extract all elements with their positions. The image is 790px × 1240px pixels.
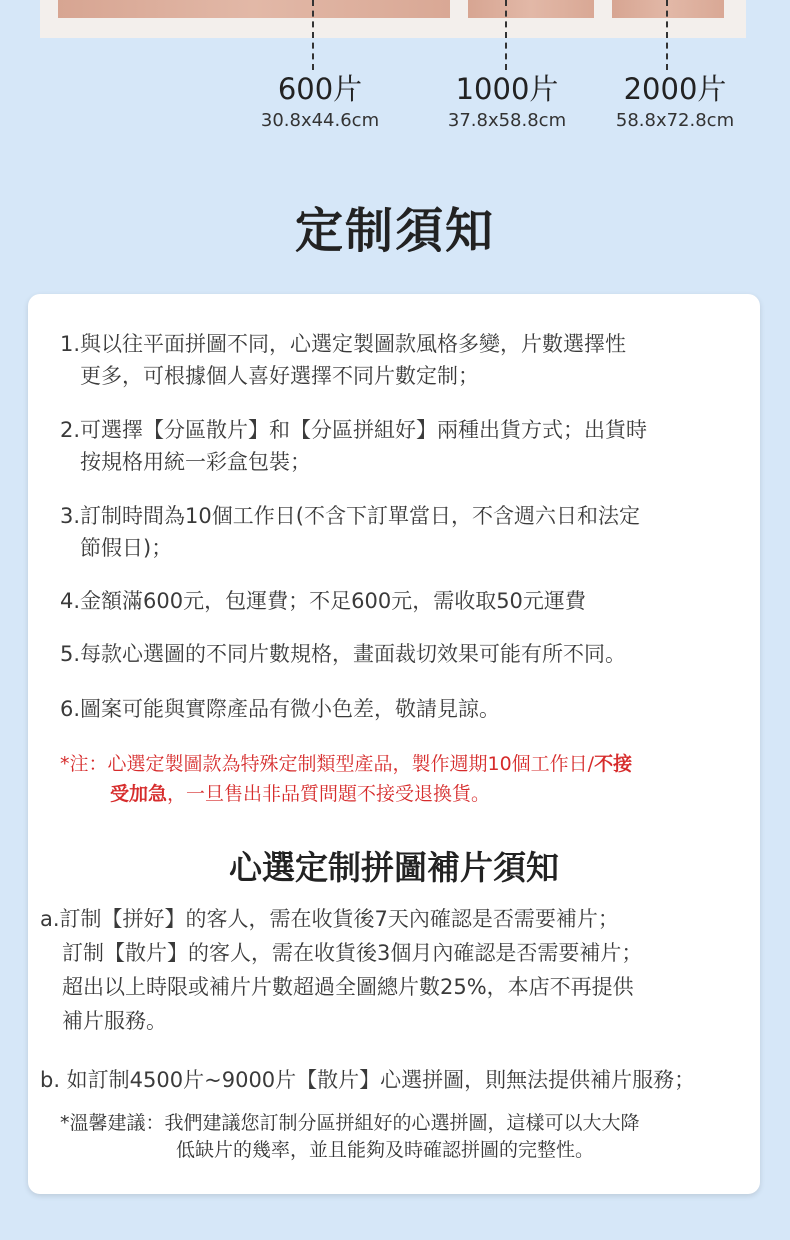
dashed-indicator-line (312, 0, 314, 70)
rule-line: 6.圖案可能與實際產品有微小色差，敬請見諒。 (60, 697, 501, 721)
puzzle-photo-2000 (612, 0, 724, 18)
rule-line: 訂制【散片】的客人，需在收貨後3個月內確認是否需要補片； (62, 941, 643, 965)
section-title: 心選定制拼圖補片須知 (229, 848, 559, 887)
rule-line: 按規格用統一彩盒包裝； (80, 450, 311, 474)
rule-item (60, 693, 740, 725)
note-emphasis: 不接 (594, 753, 633, 775)
rule-line: 2.可選擇【分區散片】和【分區拼組好】兩種出貨方式；出貨時 (60, 418, 648, 442)
piece-count: 1000片 (455, 72, 559, 106)
note-text: ，一旦售出非品質問題不接受退換貨。 (167, 783, 491, 805)
rule-item (60, 585, 740, 617)
rule-line: a.訂制【拼好】的客人，需在收貨後7天內確認是否需要補片； (40, 907, 619, 931)
rule-item (60, 328, 740, 392)
puzzle-photo-1000 (468, 0, 594, 18)
size-option-600 (240, 70, 400, 134)
note-emphasis: 受加急 (110, 783, 168, 805)
rule-line: 節假日)； (80, 536, 173, 560)
size-dimensions: 37.8x58.8cm (447, 110, 567, 131)
tip-line: 低缺片的幾率，並且能夠及時確認拼圖的完整性。 (176, 1139, 595, 1161)
rule-item (60, 500, 740, 564)
notice-card (28, 294, 760, 1194)
size-option-2000 (600, 70, 750, 134)
replacement-rule-a (40, 902, 756, 1038)
size-option-1000 (432, 70, 582, 134)
rule-line: 3.訂制時間為10個工作日(不含下訂單當日，不含週六日和法定 (60, 504, 640, 528)
rule-line: 補片服務。 (62, 1009, 167, 1033)
puzzle-photo-600 (58, 0, 450, 18)
note-text: *注：心選定製圖款為特殊定制類型產品，製作週期10個工作日/ (60, 753, 595, 775)
dashed-indicator-line (666, 0, 668, 70)
rule-item (60, 414, 740, 478)
tip-line: *溫馨建議：我們建議您訂制分區拼組好的心選拼圖，這樣可以大大降 (60, 1112, 640, 1134)
rule-line: b. 如訂制4500片~9000片【散片】心選拼圖，則無法提供補片服務； (40, 1068, 696, 1092)
rule-line: 4.金額滿600元，包運費；不足600元，需收取50元運費 (60, 589, 586, 613)
rule-line: 超出以上時限或補片片數超過全圖總片數25%，本店不再提供 (62, 975, 634, 999)
rule-line: 1.與以往平面拼圖不同，心選定製圖款風格多變，片數選擇性 (60, 332, 627, 356)
replacement-rule-b (40, 1063, 756, 1097)
custom-order-note (60, 749, 740, 809)
page-title: 定制須知 (294, 203, 495, 259)
size-dimensions: 30.8x44.6cm (260, 110, 380, 131)
piece-count: 2000片 (623, 72, 727, 106)
dashed-indicator-line (505, 0, 507, 70)
rule-item (60, 638, 740, 670)
rule-line: 更多，可根據個人喜好選擇不同片數定制； (80, 364, 479, 388)
size-dimensions: 58.8x72.8cm (615, 110, 735, 131)
piece-count: 600片 (277, 72, 363, 106)
warm-tip (60, 1110, 740, 1164)
rule-line: 5.每款心選圖的不同片數規格，畫面裁切效果可能有所不同。 (60, 642, 627, 666)
puzzle-photo-strip (40, 0, 746, 38)
